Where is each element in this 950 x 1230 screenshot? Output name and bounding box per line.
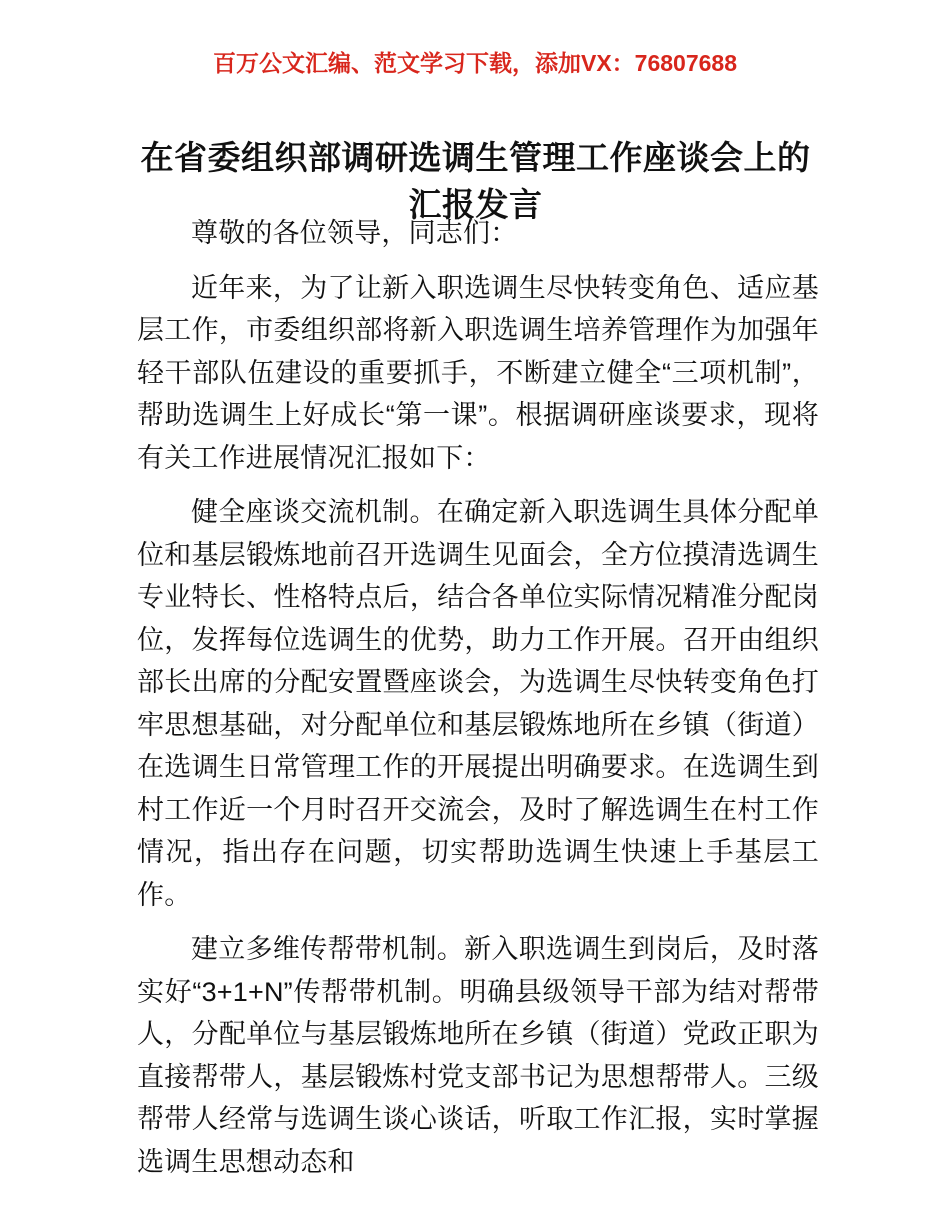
paragraph-salutation: 尊敬的各位领导，同志们： [191, 218, 518, 248]
promo-header-text: 百万公文汇编、范文学习下载，添加VX：76807688 [212, 50, 737, 76]
paragraph-mechanism-two: 建立多维传帮带机制。新入职选调生到岗后，及时落实好“3+1+N”传帮带机制。明确县级领导干部为结对帮带人，分配单位与基层锻炼地所在乡镇（街道）党政正职为直接帮带人，基层锻炼村党支部书记为思想帮带人。三级帮带人经常与选调生谈心谈话，听取工作汇报，实时掌握选调生思想动态和 [137, 934, 819, 1177]
paragraph-intro: 近年来，为了让新入职选调生尽快转变角色、适应基层工作，市委组织部将新入职选调生培养管理作为加强年轻干部队伍建设的重要抓手，不断建立健全“三项机制”，帮助选调生上好成长“第一课”。根据调研座谈要求，现将有关工作进展情况汇报如下： [137, 272, 819, 473]
document-body [137, 212, 819, 1183]
paragraph-mechanism-one: 健全座谈交流机制。在确定新入职选调生具体分配单位和基层锻炼地前召开选调生见面会，全方位摸清选调生专业特长、性格特点后，结合各单位实际情况精准分配岗位，发挥每位选调生的优势，助力工作开展。召开由组织部长出席的分配安置暨座谈会，为选调生尽快转变角色打牢思想基础，对分配单位和基层锻炼地所在乡镇（街道）在选调生日常管理工作的开展提出明确要求。在选调生到村工作近一个月时召开交流会，及时了解选调生在村工作情况，指出存在问题，切实帮助选调生快速上手基层工作。 [137, 497, 819, 910]
page-title: 在省委组织部调研选调生管理工作座谈会上的汇报发言 [140, 139, 811, 224]
